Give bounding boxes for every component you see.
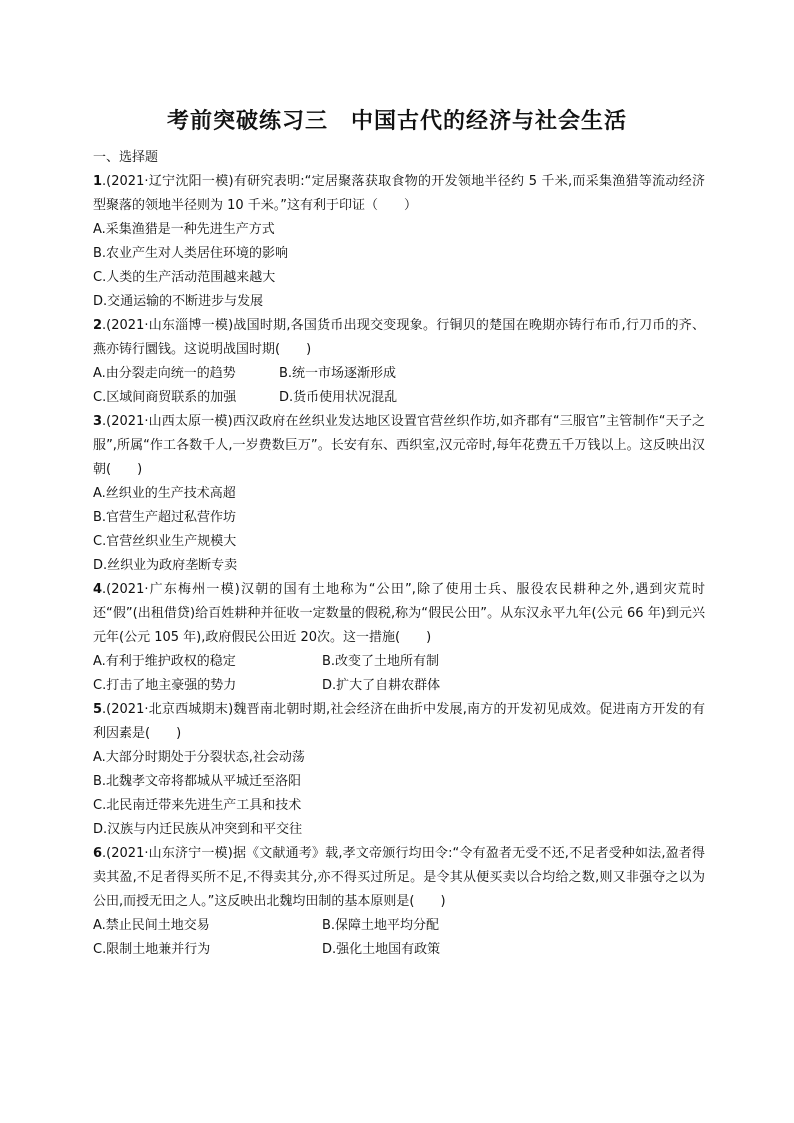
option-c: C.打击了地主豪强的势力 xyxy=(93,678,237,693)
option-b: B.农业产生对人类居住环境的影响 xyxy=(93,246,289,261)
option-row xyxy=(93,674,705,698)
option-d: D.强化土地国有政策 xyxy=(322,942,441,957)
option-b: B.官营生产超过私营作坊 xyxy=(93,510,237,525)
question-text: .(2021·山西太原一模)西汉政府在丝织业发达地区设置官营丝织作坊,如齐郡有“三服官”主管制作“天子之服”,所属“作工各数千人,一岁费数巨万”。长安有东、西织室,汉元帝时,每年花费五千万钱以上。这反映出汉朝( ) xyxy=(93,414,705,477)
question-6 xyxy=(93,842,705,962)
option-b: B.统一市场逐渐形成 xyxy=(279,366,397,381)
question-2 xyxy=(93,314,705,410)
question-list xyxy=(93,146,705,962)
option-a: A.采集渔猎是一种先进生产方式 xyxy=(93,222,275,237)
option-d: D.扩大了自耕农群体 xyxy=(322,678,441,693)
question-3 xyxy=(93,410,705,578)
option-c: C.官营丝织业生产规模大 xyxy=(93,534,237,549)
option-c: C.限制土地兼并行为 xyxy=(93,942,211,957)
option-d: D.交通运输的不断进步与发展 xyxy=(93,294,264,309)
question-stem xyxy=(93,314,705,362)
question-stem xyxy=(93,578,705,650)
question-number: 1 xyxy=(93,174,103,189)
option-row xyxy=(93,362,705,386)
question-number: 6 xyxy=(93,846,103,861)
option-row xyxy=(93,650,705,674)
option-a: A.丝织业的生产技术高超 xyxy=(93,486,236,501)
option-c: C.人类的生产活动范围越来越大 xyxy=(93,270,276,285)
question-number: 2 xyxy=(93,318,103,333)
option-a: A.有利于维护政权的稳定 xyxy=(93,654,236,669)
option-d: D.汉族与内迁民族从冲突到和平交往 xyxy=(93,822,303,837)
question-stem xyxy=(93,410,705,482)
question-number: 3 xyxy=(93,414,103,429)
question-stem xyxy=(93,170,705,218)
question-number: 5 xyxy=(93,702,103,717)
question-5 xyxy=(93,698,705,842)
question-text: .(2021·辽宁沈阳一模)有研究表明:“定居聚落获取食物的开发领地半径约 5 千米,而采集渔猎等流动经济型聚落的领地半径则为 10 千米。”这有利于印证（ ） xyxy=(93,174,705,213)
option-c: C.区域间商贸联系的加强 xyxy=(93,390,237,405)
question-1 xyxy=(93,170,705,314)
question-text: .(2021·山东济宁一模)据《文献通考》载,孝文帝颁行均田令:“令有盈者无受不还,不足者受种如法,盈者得卖其盈,不足者得买所不足,不得卖其分,亦不得买过所足。是令其从便买卖以合均给之数,则又非强夺之以为公田,而授无田之人。”这反映出北魏均田制的基本原则是( ) xyxy=(93,846,705,909)
question-text: .(2021·山东淄博一模)战国时期,各国货币出现交变现象。行铜贝的楚国在晚期亦铸行布币,行刀币的齐、燕亦铸行圜钱。这说明战国时期( ) xyxy=(93,318,705,357)
option-c: C.北民南迁带来先进生产工具和技术 xyxy=(93,798,302,813)
option-a: A.大部分时期处于分裂状态,社会动荡 xyxy=(93,750,305,765)
option-d: D.货币使用状况混乱 xyxy=(279,390,398,405)
question-number: 4 xyxy=(93,582,103,597)
option-d: D.丝织业为政府垄断专卖 xyxy=(93,558,238,573)
option-row xyxy=(93,914,705,938)
question-text: .(2021·广东梅州一模)汉朝的国有土地称为“公田”,除了使用士兵、服役农民耕种之外,遇到灾荒时还“假”(出租借贷)给百姓耕种并征收一定数量的假税,称为“假民公田”。从东汉永平九年(公元 66 年)到元兴元年(公元 105 年),政府假民公田近 20次。这一措施( ) xyxy=(93,582,705,645)
section-heading: 一、选择题 xyxy=(93,150,159,165)
option-a: A.由分裂走向统一的趋势 xyxy=(93,366,236,381)
page-title: 考前突破练习三 中国古代的经济与社会生活 xyxy=(166,109,627,134)
option-a: A.禁止民间土地交易 xyxy=(93,918,210,933)
question-text: .(2021·北京西城期末)魏晋南北朝时期,社会经济在曲折中发展,南方的开发初见成效。促进南方开发的有利因素是( ) xyxy=(93,702,705,741)
option-row xyxy=(93,938,705,962)
option-b: B.保障土地平均分配 xyxy=(322,918,440,933)
question-stem xyxy=(93,698,705,746)
question-4 xyxy=(93,578,705,698)
question-stem xyxy=(93,842,705,914)
option-row xyxy=(93,386,705,410)
option-b: B.改变了土地所有制 xyxy=(322,654,440,669)
option-b: B.北魏孝文帝将都城从平城迁至洛阳 xyxy=(93,774,302,789)
